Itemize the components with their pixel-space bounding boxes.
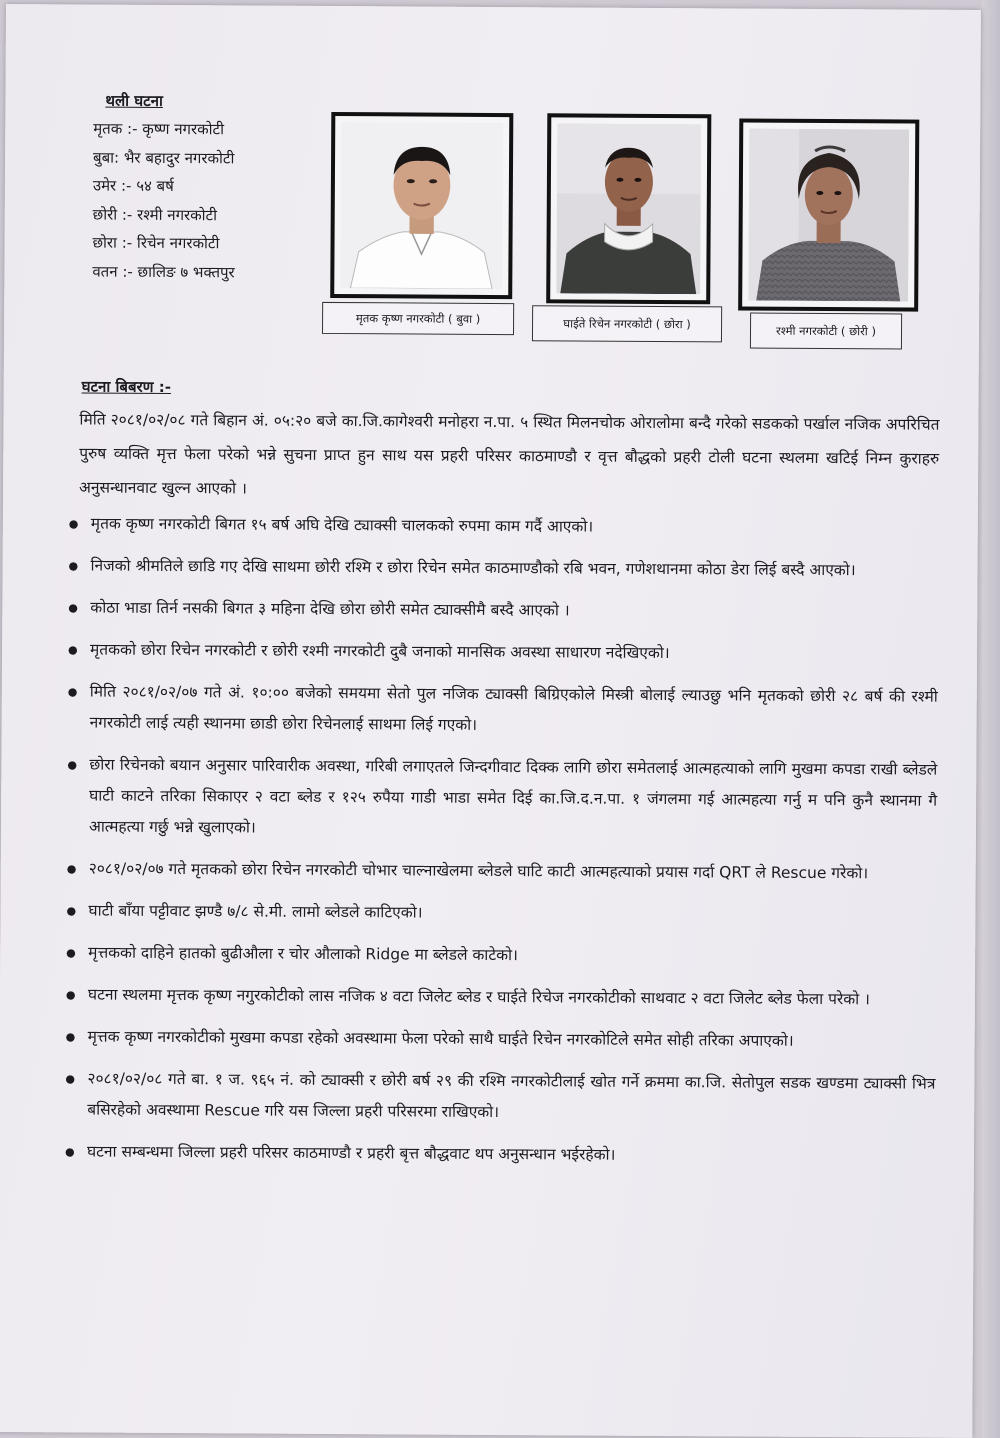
finding-item: ● कोठा भाडा तिर्न नसकी बिगत ३ महिना देखि छोरा छोरी समेत ट्याक्सीमै बस्दै आएको । — [58, 592, 938, 628]
finding-item: ● घाटी बाँया पट्टीवाट झण्डै ७/८ से.मी. लामो ब्लेडले काटिएको। — [56, 895, 936, 931]
finding-item: ● मृतकको छोरा रिचेन नगरकोटी र छोरी रश्मी नगरकोटी दुबै जनाको मानसिक अवस्था साधारण नदेखिएको। — [58, 634, 938, 670]
finding-item: ● मिति २०८१/०२/०७ गते अं. १०:०० बजेको समयमा सेतो पुल नजिक ट्याक्सी बिग्रिएकोले मिस्त्री बोलाई ल्याउछु भनि मृतकको छोरी २८ बर्ष की रश्मी नगरकोटी लाई त्यही स्थानमा छाडी छोरा रिचेनलाई साथमा लिई गएको। — [58, 676, 938, 743]
photo-caption-daughter: रश्मी नगरकोटी ( छोरी ) — [750, 313, 902, 350]
portrait-woman-icon — [748, 129, 909, 302]
photo-caption-father: मृतक कृष्ण नगरकोटी ( बुवा ) — [322, 302, 514, 335]
info-line-daughter: छोरी :- रश्मी नगरकोटी — [92, 205, 218, 224]
finding-list — [55, 508, 939, 1172]
description-heading: घटना बिबरण :- — [81, 377, 172, 397]
document-page — [0, 4, 981, 1438]
photo-son — [546, 113, 711, 304]
portrait-young-man-icon — [556, 123, 701, 294]
photo-father — [330, 112, 513, 299]
finding-item: ● मृत्तकको दाहिने हातको बुढीऔला र चोर औलाको Ridge मा ब्लेडले काटेको। — [56, 937, 936, 973]
finding-item: ● निजको श्रीमतिले छाडि गए देखि साथमा छोरी रश्मि र छोरा रिचेन समेत काठमाण्डौको रबि भवन, गणेशथानमा कोठा डेरा लिई बस्दै आएको। — [58, 550, 938, 586]
finding-item: ● घटना स्थलमा मृत्तक कृष्ण नगुरकोटीको लास नजिक ४ वटा जिलेट ब्लेड र घाईते रिचेज नगरकोटीको साथवाट २ वटा जिलेट ब्लेड फेला परेको । — [56, 979, 936, 1015]
deceased-info — [84, 90, 315, 286]
finding-item: ● मृत्तक कृष्ण नगरकोटीको मुखमा कपडा रहेको अवस्थामा फेला परेको साथै घाईते रिचेन नगरकोटिले समेत सोही तरिका अपाएको। — [56, 1021, 936, 1057]
finding-item: ● २०८१/०२/०७ गते मृतकको छोरा रिचेन नगरकोटी चोभार चाल्नाखेलमा ब्लेडले घाटि काटी आत्महत्याको प्रयास गर्दा QRT ले Rescue गरेको। — [57, 853, 937, 889]
info-line-age: उमेर :- ५४ बर्ष — [92, 176, 174, 196]
info-line-father: बुबा: भैर बहादुर नगरकोटी — [93, 148, 235, 167]
desk-edge — [982, 0, 1000, 1438]
finding-item: ● छोरा रिचेनको बयान अनुसार पारिवारीक अवस्था, गरिबी लगाएतले जिन्दगीवाट दिक्क लागि छोरा समेतलाई आत्महत्याको लागि मुखमा कपडा राखी ब्लेडले घाटी काटने तरिका सिकाएर २ वटा ब्लेड र १२५ रुपैया गाडी भाडा समेत दिई का.जि.द.न.पा. १ जंगलमा गई आत्महत्या गर्नु म पनि कुनै स्थानमा गै आत्महत्या गर्छु भन्ने खुलाएको। — [57, 749, 938, 847]
finding-item: ● २०८१/०२/०८ गते बा. १ ज. ९६५ नं. को ट्याक्सी र छोरी बर्ष २९ की रश्मि नगरकोटीलाई खोत गर्ने क्रममा का.जि. सेतोपुल सडक खण्डमा ट्याक्सी भित्र बसिरहेको अवस्थामा Rescue गरि यस जिल्ला प्रहरी परिसरमा राखिएको। — [55, 1063, 935, 1130]
info-line-address: वतन :- छालिङ ७ भक्तपुर — [92, 262, 235, 281]
portrait-man-icon — [340, 122, 503, 289]
finding-item: ● मृतक कृष्ण नगरकोटी बिगत १५ बर्ष अघि देखि ट्याक्सी चालकको रुपमा काम गर्दै आएको। — [59, 508, 939, 544]
info-line-son: छोरा :- रिचेन नगरकोटी — [92, 233, 220, 253]
finding-item: ● घटना सम्बन्धमा जिल्ला प्रहरी परिसर काठमाण्डौ र प्रहरी बृत्त बौद्धवाट थप अनुसन्धान भईरहेको। — [55, 1136, 935, 1172]
incident-description — [55, 376, 940, 1183]
photo-caption-son: घाईते रिचेन नगरकोटी ( छोरा ) — [532, 305, 722, 342]
description-intro: मिति २०८१/०२/०८ गते बिहान अं. ०५:२० बजे का.जि.कागेश्वरी मनोहरा न.पा. ५ स्थित मिलनचोक ओरालोमा बन्दै गरेको सडकको पर्खाल नजिक अपरिचित पुरुष व्यक्ति मृत्त फेला परेको भन्ने सुचना प्राप्त हुन साथ यस प्रहरी परिसर काठमाण्डौ र वृत्त बौद्धको प्रहरी टोली घटना स्थलमा खटिई निम्न कुराहरु अनुसन्धानवाट खुल्न आएको । — [78, 410, 940, 498]
info-heading: थली घटना — [105, 91, 163, 110]
info-line-deceased: मृतक :- कृष्ण नगरकोटी — [93, 119, 225, 139]
photo-daughter — [738, 118, 919, 311]
